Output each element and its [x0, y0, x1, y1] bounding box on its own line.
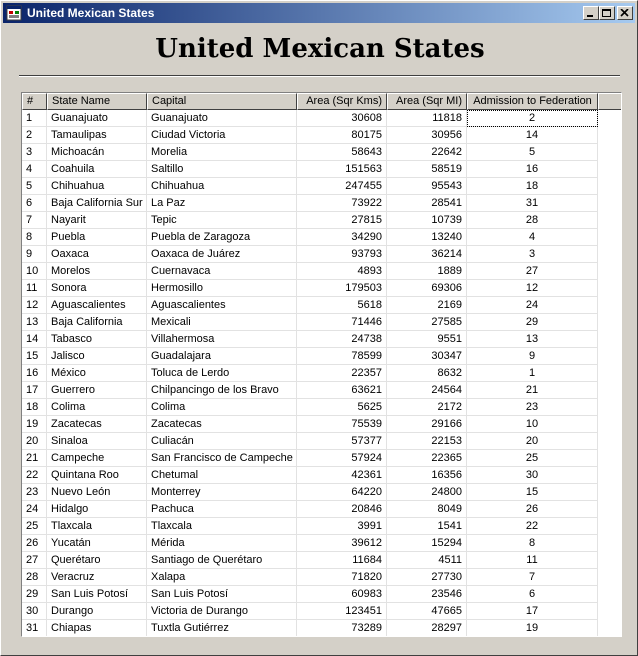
cell-area-kms[interactable]: 71446: [297, 314, 387, 331]
table-row[interactable]: [22, 450, 598, 467]
cell-area-mi[interactable]: 30956: [387, 127, 467, 144]
cell-area-kms[interactable]: 60983: [297, 586, 387, 603]
cell-area-kms[interactable]: 73289: [297, 620, 387, 637]
cell-area-kms[interactable]: 80175: [297, 127, 387, 144]
cell-area-mi[interactable]: 24800: [387, 484, 467, 501]
cell-state-name[interactable]: Chihuahua: [47, 178, 147, 195]
maximize-icon: [602, 9, 612, 17]
cell-number[interactable]: 20: [22, 433, 47, 450]
cell-capital[interactable]: Colima: [147, 399, 297, 416]
cell-area-kms[interactable]: 57924: [297, 450, 387, 467]
cell-admission[interactable]: 3: [467, 246, 598, 263]
table-row[interactable]: [22, 399, 598, 416]
cell-admission[interactable]: 5: [467, 144, 598, 161]
cell-admission[interactable]: 13: [467, 331, 598, 348]
cell-state-name[interactable]: Jalisco: [47, 348, 147, 365]
cell-number[interactable]: 26: [22, 535, 47, 552]
cell-capital[interactable]: Mérida: [147, 535, 297, 552]
cell-admission[interactable]: 18: [467, 178, 598, 195]
cell-state-name[interactable]: Veracruz: [47, 569, 147, 586]
cell-number[interactable]: 25: [22, 518, 47, 535]
column-header-state-name[interactable]: State Name: [47, 93, 147, 110]
cell-capital[interactable]: Morelia: [147, 144, 297, 161]
cell-number[interactable]: 3: [22, 144, 47, 161]
cell-capital[interactable]: Culiacán: [147, 433, 297, 450]
cell-capital[interactable]: Guadalajara: [147, 348, 297, 365]
cell-area-mi[interactable]: 1889: [387, 263, 467, 280]
table-row[interactable]: [22, 552, 598, 569]
cell-number[interactable]: 24: [22, 501, 47, 518]
cell-capital[interactable]: San Francisco de Campeche: [147, 450, 297, 467]
cell-admission[interactable]: 10: [467, 416, 598, 433]
cell-area-mi[interactable]: 10739: [387, 212, 467, 229]
cell-area-mi[interactable]: 16356: [387, 467, 467, 484]
table-row[interactable]: [22, 110, 598, 127]
cell-area-kms[interactable]: 75539: [297, 416, 387, 433]
cell-admission[interactable]: 23: [467, 399, 598, 416]
cell-admission[interactable]: 11: [467, 552, 598, 569]
cell-state-name[interactable]: Yucatán: [47, 535, 147, 552]
column-header-number[interactable]: #: [22, 93, 47, 110]
cell-state-name[interactable]: Tabasco: [47, 331, 147, 348]
cell-area-mi[interactable]: 28541: [387, 195, 467, 212]
table-row[interactable]: [22, 331, 598, 348]
cell-area-kms[interactable]: 247455: [297, 178, 387, 195]
cell-area-kms[interactable]: 64220: [297, 484, 387, 501]
cell-state-name[interactable]: Chiapas: [47, 620, 147, 637]
table-row[interactable]: [22, 348, 598, 365]
cell-state-name[interactable]: Guerrero: [47, 382, 147, 399]
cell-area-mi[interactable]: 4511: [387, 552, 467, 569]
cell-capital[interactable]: Chihuahua: [147, 178, 297, 195]
cell-number[interactable]: 30: [22, 603, 47, 620]
table-row[interactable]: [22, 416, 598, 433]
cell-capital[interactable]: Oaxaca de Juárez: [147, 246, 297, 263]
cell-capital[interactable]: Chilpancingo de los Bravo: [147, 382, 297, 399]
cell-number[interactable]: 16: [22, 365, 47, 382]
states-table[interactable]: [21, 92, 622, 637]
cell-area-kms[interactable]: 5625: [297, 399, 387, 416]
cell-admission[interactable]: 1: [467, 365, 598, 382]
cell-state-name[interactable]: Puebla: [47, 229, 147, 246]
cell-area-kms[interactable]: 30608: [297, 110, 387, 127]
cell-area-kms[interactable]: 27815: [297, 212, 387, 229]
cell-area-kms[interactable]: 39612: [297, 535, 387, 552]
cell-area-kms[interactable]: 93793: [297, 246, 387, 263]
cell-state-name[interactable]: Tamaulipas: [47, 127, 147, 144]
cell-admission[interactable]: 9: [467, 348, 598, 365]
cell-admission[interactable]: 19: [467, 620, 598, 637]
cell-area-kms[interactable]: 11684: [297, 552, 387, 569]
cell-admission[interactable]: 21: [467, 382, 598, 399]
cell-capital[interactable]: Santiago de Querétaro: [147, 552, 297, 569]
cell-state-name[interactable]: Hidalgo: [47, 501, 147, 518]
cell-number[interactable]: 11: [22, 280, 47, 297]
cell-state-name[interactable]: San Luis Potosí: [47, 586, 147, 603]
table-row[interactable]: [22, 467, 598, 484]
table-row[interactable]: [22, 382, 598, 399]
cell-area-kms[interactable]: 34290: [297, 229, 387, 246]
table-row[interactable]: [22, 297, 598, 314]
table-row[interactable]: [22, 365, 598, 382]
cell-number[interactable]: 9: [22, 246, 47, 263]
column-header-admission[interactable]: Admission to Federation: [467, 93, 598, 110]
cell-admission[interactable]: 16: [467, 161, 598, 178]
cell-state-name[interactable]: Coahuila: [47, 161, 147, 178]
cell-admission[interactable]: 24: [467, 297, 598, 314]
cell-number[interactable]: 17: [22, 382, 47, 399]
cell-state-name[interactable]: Querétaro: [47, 552, 147, 569]
cell-area-kms[interactable]: 123451: [297, 603, 387, 620]
cell-area-kms[interactable]: 58643: [297, 144, 387, 161]
cell-capital[interactable]: Guanajuato: [147, 110, 297, 127]
cell-number[interactable]: 7: [22, 212, 47, 229]
cell-number[interactable]: 5: [22, 178, 47, 195]
cell-area-mi[interactable]: 22642: [387, 144, 467, 161]
cell-state-name[interactable]: Quintana Roo: [47, 467, 147, 484]
cell-admission[interactable]: 30: [467, 467, 598, 484]
cell-state-name[interactable]: Sinaloa: [47, 433, 147, 450]
cell-state-name[interactable]: México: [47, 365, 147, 382]
separator-line: [19, 75, 620, 77]
table-row[interactable]: [22, 280, 598, 297]
table-row[interactable]: [22, 212, 598, 229]
cell-area-mi[interactable]: 8632: [387, 365, 467, 382]
table-row[interactable]: [22, 246, 598, 263]
cell-area-mi[interactable]: 22365: [387, 450, 467, 467]
column-header-filler: [598, 93, 622, 110]
cell-admission[interactable]: 2: [467, 110, 598, 127]
cell-number[interactable]: 15: [22, 348, 47, 365]
table-row[interactable]: [22, 484, 598, 501]
cell-area-kms[interactable]: 78599: [297, 348, 387, 365]
cell-state-name[interactable]: Durango: [47, 603, 147, 620]
cell-admission[interactable]: 6: [467, 586, 598, 603]
table-row[interactable]: [22, 586, 598, 603]
cell-area-kms[interactable]: 42361: [297, 467, 387, 484]
cell-number[interactable]: 27: [22, 552, 47, 569]
cell-capital[interactable]: Ciudad Victoria: [147, 127, 297, 144]
cell-number[interactable]: 22: [22, 467, 47, 484]
cell-area-kms[interactable]: 4893: [297, 263, 387, 280]
cell-area-kms[interactable]: 3991: [297, 518, 387, 535]
column-header-area-kms[interactable]: Area (Sqr Kms): [297, 93, 387, 110]
table-row[interactable]: [22, 518, 598, 535]
cell-area-mi[interactable]: 11818: [387, 110, 467, 127]
cell-area-mi[interactable]: 27730: [387, 569, 467, 586]
cell-capital[interactable]: Puebla de Zaragoza: [147, 229, 297, 246]
cell-capital[interactable]: Tuxtla Gutiérrez: [147, 620, 297, 637]
cell-area-mi[interactable]: 28297: [387, 620, 467, 637]
cell-area-kms[interactable]: 73922: [297, 195, 387, 212]
cell-area-kms[interactable]: 71820: [297, 569, 387, 586]
cell-area-kms[interactable]: 57377: [297, 433, 387, 450]
cell-area-mi[interactable]: 2172: [387, 399, 467, 416]
cell-capital[interactable]: Chetumal: [147, 467, 297, 484]
cell-admission[interactable]: 29: [467, 314, 598, 331]
table-row[interactable]: [22, 178, 598, 195]
cell-admission[interactable]: 28: [467, 212, 598, 229]
cell-area-kms[interactable]: 24738: [297, 331, 387, 348]
cell-number[interactable]: 4: [22, 161, 47, 178]
cell-area-mi[interactable]: 29166: [387, 416, 467, 433]
cell-capital[interactable]: Toluca de Lerdo: [147, 365, 297, 382]
cell-area-mi[interactable]: 2169: [387, 297, 467, 314]
cell-capital[interactable]: Xalapa: [147, 569, 297, 586]
cell-capital[interactable]: Victoria de Durango: [147, 603, 297, 620]
table-row[interactable]: [22, 195, 598, 212]
cell-capital[interactable]: Pachuca: [147, 501, 297, 518]
table-row[interactable]: [22, 144, 598, 161]
cell-state-name[interactable]: Tlaxcala: [47, 518, 147, 535]
table-row[interactable]: [22, 535, 598, 552]
cell-admission[interactable]: 14: [467, 127, 598, 144]
cell-state-name[interactable]: Nuevo León: [47, 484, 147, 501]
window-title: United Mexican States: [27, 6, 155, 20]
table-header: [22, 93, 622, 110]
cell-area-mi[interactable]: 22153: [387, 433, 467, 450]
cell-area-mi[interactable]: 30347: [387, 348, 467, 365]
cell-state-name[interactable]: Guanajuato: [47, 110, 147, 127]
cell-area-mi[interactable]: 8049: [387, 501, 467, 518]
cell-area-kms[interactable]: 63621: [297, 382, 387, 399]
table-row[interactable]: [22, 433, 598, 450]
cell-number[interactable]: 14: [22, 331, 47, 348]
cell-area-mi[interactable]: 58519: [387, 161, 467, 178]
cell-number[interactable]: 18: [22, 399, 47, 416]
table-row[interactable]: [22, 229, 598, 246]
cell-number[interactable]: 6: [22, 195, 47, 212]
maximize-button[interactable]: [599, 6, 615, 20]
cell-state-name[interactable]: Colima: [47, 399, 147, 416]
cell-capital[interactable]: Tlaxcala: [147, 518, 297, 535]
cell-capital[interactable]: Tepic: [147, 212, 297, 229]
table-row[interactable]: [22, 569, 598, 586]
minimize-icon: [586, 9, 596, 17]
page-title: United Mexican States: [155, 34, 485, 64]
cell-area-mi[interactable]: 13240: [387, 229, 467, 246]
cell-admission[interactable]: 4: [467, 229, 598, 246]
cell-capital[interactable]: Mexicali: [147, 314, 297, 331]
cell-admission[interactable]: 8: [467, 535, 598, 552]
cell-number[interactable]: 19: [22, 416, 47, 433]
cell-capital[interactable]: Saltillo: [147, 161, 297, 178]
cell-admission[interactable]: 17: [467, 603, 598, 620]
cell-area-mi[interactable]: 47665: [387, 603, 467, 620]
cell-state-name[interactable]: Baja California: [47, 314, 147, 331]
cell-number[interactable]: 29: [22, 586, 47, 603]
title-bar[interactable]: [3, 3, 635, 23]
cell-capital[interactable]: Zacatecas: [147, 416, 297, 433]
cell-area-kms[interactable]: 5618: [297, 297, 387, 314]
cell-admission[interactable]: 31: [467, 195, 598, 212]
cell-state-name[interactable]: Nayarit: [47, 212, 147, 229]
cell-area-mi[interactable]: 23546: [387, 586, 467, 603]
cell-area-mi[interactable]: 24564: [387, 382, 467, 399]
cell-number[interactable]: 12: [22, 297, 47, 314]
cell-number[interactable]: 23: [22, 484, 47, 501]
table-row[interactable]: [22, 263, 598, 280]
table-row[interactable]: [22, 127, 598, 144]
cell-capital[interactable]: Cuernavaca: [147, 263, 297, 280]
cell-capital[interactable]: Hermosillo: [147, 280, 297, 297]
cell-state-name[interactable]: Aguascalientes: [47, 297, 147, 314]
cell-state-name[interactable]: Baja California Sur: [47, 195, 147, 212]
cell-number[interactable]: 2: [22, 127, 47, 144]
cell-state-name[interactable]: Zacatecas: [47, 416, 147, 433]
cell-capital[interactable]: Monterrey: [147, 484, 297, 501]
cell-area-kms[interactable]: 179503: [297, 280, 387, 297]
table-row[interactable]: [22, 620, 598, 637]
table-row[interactable]: [22, 603, 598, 620]
close-button[interactable]: [617, 6, 633, 20]
window-app-icon[interactable]: [6, 5, 22, 21]
cell-number[interactable]: 10: [22, 263, 47, 280]
cell-state-name[interactable]: Campeche: [47, 450, 147, 467]
cell-capital[interactable]: San Luis Potosí: [147, 586, 297, 603]
column-header-area-mi[interactable]: Area (Sqr MI): [387, 93, 467, 110]
cell-number[interactable]: 13: [22, 314, 47, 331]
cell-admission[interactable]: 22: [467, 518, 598, 535]
cell-admission[interactable]: 25: [467, 450, 598, 467]
cell-number[interactable]: 8: [22, 229, 47, 246]
cell-area-mi[interactable]: 69306: [387, 280, 467, 297]
cell-area-kms[interactable]: 151563: [297, 161, 387, 178]
cell-state-name[interactable]: Morelos: [47, 263, 147, 280]
close-icon: [620, 9, 630, 17]
cell-area-mi[interactable]: 15294: [387, 535, 467, 552]
cell-admission[interactable]: 15: [467, 484, 598, 501]
cell-state-name[interactable]: Sonora: [47, 280, 147, 297]
cell-state-name[interactable]: Michoacán: [47, 144, 147, 161]
table-row[interactable]: [22, 314, 598, 331]
cell-area-mi[interactable]: 27585: [387, 314, 467, 331]
cell-area-mi[interactable]: 36214: [387, 246, 467, 263]
column-header-capital[interactable]: Capital: [147, 93, 297, 110]
cell-admission[interactable]: 27: [467, 263, 598, 280]
cell-number[interactable]: 1: [22, 110, 47, 127]
table-row[interactable]: [22, 501, 598, 518]
cell-admission[interactable]: 7: [467, 569, 598, 586]
cell-number[interactable]: 31: [22, 620, 47, 637]
table-row[interactable]: [22, 161, 598, 178]
cell-admission[interactable]: 20: [467, 433, 598, 450]
cell-admission[interactable]: 12: [467, 280, 598, 297]
cell-number[interactable]: 21: [22, 450, 47, 467]
minimize-button[interactable]: [583, 6, 599, 20]
cell-area-kms[interactable]: 20846: [297, 501, 387, 518]
cell-area-mi[interactable]: 9551: [387, 331, 467, 348]
cell-admission[interactable]: 26: [467, 501, 598, 518]
cell-capital[interactable]: Aguascalientes: [147, 297, 297, 314]
cell-state-name[interactable]: Oaxaca: [47, 246, 147, 263]
cell-capital[interactable]: Villahermosa: [147, 331, 297, 348]
cell-area-kms[interactable]: 22357: [297, 365, 387, 382]
cell-area-mi[interactable]: 1541: [387, 518, 467, 535]
cell-capital[interactable]: La Paz: [147, 195, 297, 212]
cell-area-mi[interactable]: 95543: [387, 178, 467, 195]
cell-number[interactable]: 28: [22, 569, 47, 586]
